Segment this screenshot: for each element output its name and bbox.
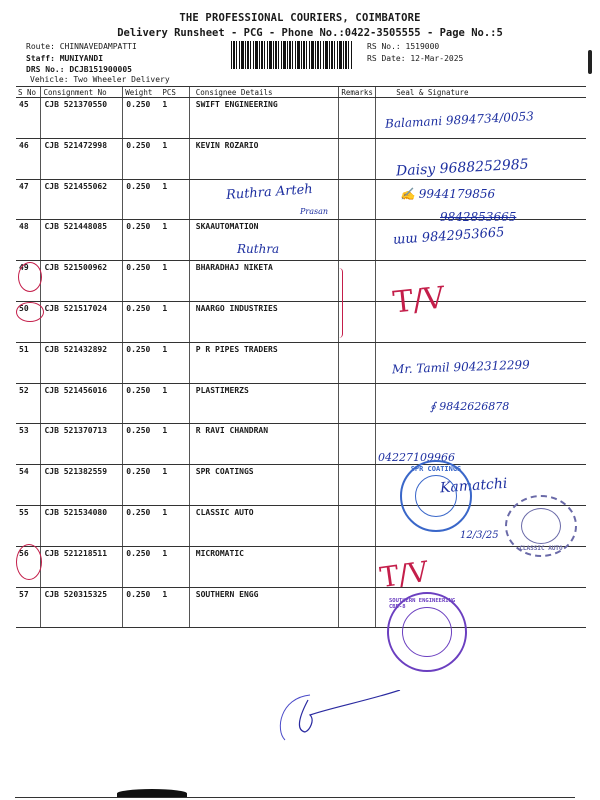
consignee-cell: P R PIPES TRADERS [189, 342, 339, 383]
header-signature: Seal & Signature [376, 87, 586, 98]
consignment-cell: CJB 521500962 [41, 261, 123, 302]
pcs-cell: 1 [154, 465, 189, 506]
classic-auto-stamp [505, 495, 577, 557]
consignment-cell: CJB 521370713 [41, 424, 123, 465]
remarks-cell [339, 261, 376, 302]
pcs-cell: 1 [154, 546, 189, 587]
consignment-cell: CJB 521534080 [41, 505, 123, 546]
weight-cell: 0.250 [123, 342, 155, 383]
consignee-cell: SPR COATINGS [189, 465, 339, 506]
red-circle-49 [18, 262, 42, 292]
signature-54-phone: 04227109966 [378, 451, 455, 464]
sno-cell: 57 [16, 587, 41, 628]
consignee-cell: CLASSIC AUTO [189, 505, 339, 546]
consignment-cell: CJB 521472998 [41, 138, 123, 179]
route-text: Route: CHINNAVEDAMPATTI [26, 42, 137, 51]
rs-number: RS No.: 1519000 [367, 42, 440, 51]
stamp-inner-ring [402, 607, 452, 657]
header-consignment: Consignment No [41, 87, 123, 98]
remarks-cell [339, 505, 376, 546]
sno-cell: 47 [16, 179, 41, 220]
consignment-cell: CJB 521517024 [41, 301, 123, 342]
weight-cell: 0.250 [123, 98, 155, 139]
weight-cell: 0.250 [123, 465, 155, 506]
pcs-cell: 1 [154, 505, 189, 546]
consignment-cell: CJB 521382559 [41, 465, 123, 506]
header-remarks: Remarks [339, 87, 376, 98]
red-circle-56 [16, 544, 42, 580]
southern-engineering-stamp [387, 592, 467, 672]
runsheet-meta-left [26, 41, 137, 76]
stamp-inner-ring [415, 475, 457, 517]
weight-cell: 0.250 [123, 301, 155, 342]
scribble-47: ✍ [400, 187, 419, 201]
remarks-cell [339, 587, 376, 628]
table-row [16, 424, 586, 465]
staff-signature [270, 690, 420, 750]
signature-stroke [299, 690, 400, 732]
consignee-cell: PLASTIMERZS [189, 383, 339, 424]
remarks-cell [339, 98, 376, 139]
weight-cell: 0.250 [123, 505, 155, 546]
consignment-cell: CJB 520315325 [41, 587, 123, 628]
bottom-rule [15, 797, 575, 798]
pcs-cell: 1 [154, 179, 189, 220]
remarks-cell [339, 383, 376, 424]
consignment-cell: CJB 521448085 [41, 220, 123, 261]
weight-cell: 0.250 [123, 383, 155, 424]
remarks-cell [339, 546, 376, 587]
vehicle-text: Vehicle: Two Wheeler Delivery [30, 75, 170, 84]
pcs-cell: 1 [154, 587, 189, 628]
weight-cell: 0.250 [123, 261, 155, 302]
table-row [16, 505, 586, 546]
sno-cell: 54 [16, 465, 41, 506]
margin-mark [588, 50, 592, 74]
consignee-cell: R RAVI CHANDRAN [189, 424, 339, 465]
pcs-cell: 1 [154, 342, 189, 383]
consignee-cell: SOUTHERN ENGG [189, 587, 339, 628]
phone-48: 9842953665 [421, 225, 505, 246]
sno-cell: 45 [16, 98, 41, 139]
tv-mark-49-50: T/V [391, 280, 447, 321]
stamp-text: SPR COATINGS [410, 465, 462, 473]
pcs-cell: 1 [154, 220, 189, 261]
signature-daisy: Daisy 9688252985 [395, 156, 529, 180]
signature-54-name: Kamatchi [439, 475, 508, 497]
spr-coatings-stamp [400, 460, 472, 532]
barcode [231, 41, 353, 69]
header-pcs: PCS [154, 87, 189, 98]
signature-47 [400, 187, 495, 201]
rs-date: RS Date: 12-Mar-2025 [367, 53, 464, 63]
signature-stroke [280, 695, 310, 740]
remarks-cell [339, 465, 376, 506]
pcs-cell: 1 [154, 424, 189, 465]
remarks-cell [339, 424, 376, 465]
sno-cell: 46 [16, 138, 41, 179]
remarks-cell [339, 138, 376, 179]
consignee-cell: MICROMATIC [189, 546, 339, 587]
phone-52: 9842626878 [439, 400, 510, 413]
consignment-cell: CJB 521455062 [41, 179, 123, 220]
tv-mark-56: T/V [377, 554, 431, 595]
consignee-cell: SKAAUTOMATION [189, 220, 339, 261]
consignee-cell: SWIFT ENGINEERING [189, 98, 339, 139]
sno-cell: 56 [16, 546, 41, 587]
pcs-cell: 1 [154, 301, 189, 342]
pcs-cell: 1 [154, 98, 189, 139]
table-row [16, 587, 586, 628]
header-consignee: Consignee Details [189, 87, 339, 98]
header-weight: Weight [123, 87, 155, 98]
weight-cell: 0.250 [123, 179, 155, 220]
signature-48-struck: 9842853665 [440, 210, 517, 224]
header-sno: S No [16, 87, 41, 98]
signature-45: Balamani 9894734/0053 [384, 109, 535, 131]
consignee-cell: NAARGO INDUSTRIES [189, 301, 339, 342]
weight-cell: 0.250 [123, 138, 155, 179]
consignment-cell: CJB 521456016 [41, 383, 123, 424]
signature-55-date: 12/3/25 [460, 530, 499, 541]
consignee-cell: KEVIN ROZARIO [189, 138, 339, 179]
phone-47: 9944179856 [418, 187, 496, 201]
handwritten-consignee-47-sub: Prasan [300, 207, 329, 216]
weight-cell: 0.250 [123, 546, 155, 587]
runsheet-meta-right [367, 41, 463, 64]
scribble-48: ɯɯ [392, 230, 423, 248]
sno-cell: 55 [16, 505, 41, 546]
remarks-cell [339, 179, 376, 220]
weight-cell: 0.250 [123, 424, 155, 465]
remarks-cell [339, 342, 376, 383]
weight-cell: 0.250 [123, 220, 155, 261]
page-subtitle: Delivery Runsheet - PCG - Phone No.:0422-3505555 - Page No.:5 [117, 27, 503, 39]
handwritten-consignee-48: Ruthra [237, 242, 280, 256]
consignee-cell: BHARADHAJ NIKETA [189, 261, 339, 302]
consignment-cell: CJB 521370550 [41, 98, 123, 139]
table-header-row [16, 87, 586, 98]
scribble-52: ∮ [430, 400, 440, 413]
remarks-cell [339, 301, 376, 342]
stamp-inner-ring [521, 508, 561, 544]
remarks-cell [339, 220, 376, 261]
weight-cell: 0.250 [123, 587, 155, 628]
stamp-text: CLASSIC AUTO [519, 545, 563, 552]
consignment-cell: CJB 521218511 [41, 546, 123, 587]
pcs-cell: 1 [154, 138, 189, 179]
pcs-cell: 1 [154, 261, 189, 302]
handwritten-consignee-47: Ruthra Arteh [225, 181, 314, 204]
sno-cell: 53 [16, 424, 41, 465]
table-row [16, 301, 586, 342]
sno-cell: 49 [16, 261, 41, 302]
sno-cell: 48 [16, 220, 41, 261]
table-row [16, 261, 586, 302]
signature-52 [430, 400, 509, 413]
signature-51: Mr. Tamil 9042312299 [391, 357, 530, 377]
red-bracket [337, 268, 343, 338]
pcs-cell: 1 [154, 383, 189, 424]
sno-cell: 51 [16, 342, 41, 383]
page-title: THE PROFESSIONAL COURIERS, COIMBATORE [179, 12, 421, 24]
consignment-cell: CJB 521432892 [41, 342, 123, 383]
staff-text: Staff: MUNIYANDI [26, 53, 104, 63]
drs-number: DRS No.: DCJB151900005 [26, 65, 132, 74]
sno-cell: 50 [16, 301, 41, 342]
table-row [16, 546, 586, 587]
stamp-text: SOUTHERN ENGINEERING CBE-8 [389, 598, 456, 610]
red-circle-50 [16, 302, 44, 322]
sno-cell: 52 [16, 383, 41, 424]
